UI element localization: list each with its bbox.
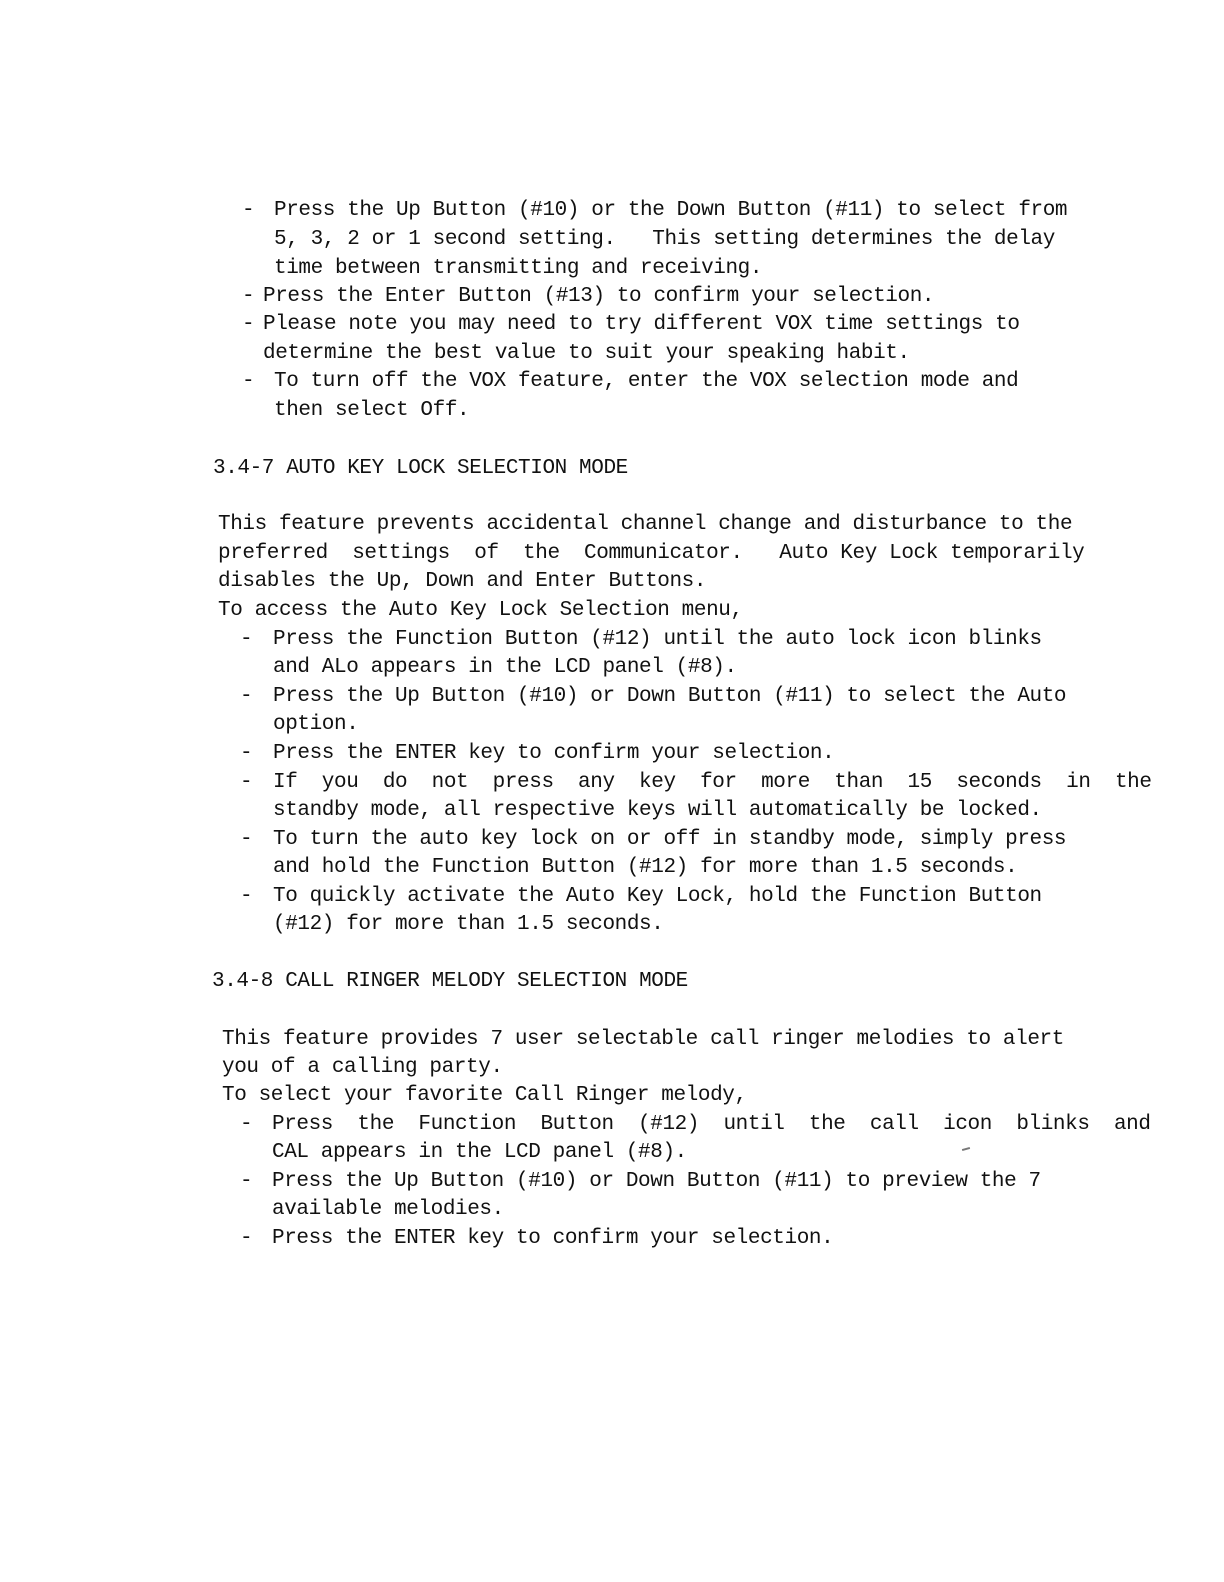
paragraph-line: you of a calling party. xyxy=(222,1056,503,1079)
list-bullet: - xyxy=(240,1113,253,1136)
list-bullet: - xyxy=(242,285,255,308)
list-bullet: - xyxy=(242,313,255,336)
list-item-line: Press the Enter Button (#13) to confirm your selection. xyxy=(263,285,935,308)
list-bullet: - xyxy=(240,742,253,765)
paragraph-line: This feature provides 7 user selectable call ringer melodies to alert xyxy=(222,1028,1064,1051)
list-item-line: option. xyxy=(273,713,359,736)
section-heading-call-ringer: 3.4-8 CALL RINGER MELODY SELECTION MODE xyxy=(212,970,688,993)
list-item-line: Press the ENTER key to confirm your selection. xyxy=(272,1227,834,1250)
paragraph-line: disables the Up, Down and Enter Buttons. xyxy=(218,570,707,593)
list-item-line: (#12) for more than 1.5 seconds. xyxy=(273,913,664,936)
list-item-line: CAL appears in the LCD panel (#8). xyxy=(272,1141,687,1164)
list-item-line: If you do not press any key for more than 15 seconds in the xyxy=(273,771,1152,794)
list-item-line: available melodies. xyxy=(272,1198,504,1221)
list-item-line: and hold the Function Button (#12) for more than 1.5 seconds. xyxy=(273,856,1018,879)
paragraph-line: To access the Auto Key Lock Selection menu, xyxy=(218,599,743,622)
list-bullet: - xyxy=(240,1170,253,1193)
list-item-line: then select Off. xyxy=(274,399,470,422)
list-item-line: determine the best value to suit your speaking habit. xyxy=(263,342,910,365)
section-heading-auto-key-lock: 3.4-7 AUTO KEY LOCK SELECTION MODE xyxy=(213,457,628,480)
paragraph-line: This feature prevents accidental channel change and disturbance to the xyxy=(218,513,1073,536)
scan-speck xyxy=(962,1147,970,1151)
list-item-line: To quickly activate the Auto Key Lock, hold the Function Button xyxy=(273,885,1042,908)
list-item-line: Press the Up Button (#10) or Down Button (#11) to preview the 7 xyxy=(272,1170,1041,1193)
list-bullet: - xyxy=(242,199,255,222)
list-bullet: - xyxy=(240,885,253,908)
paragraph-line: To select your favorite Call Ringer melody, xyxy=(222,1084,747,1107)
list-bullet: - xyxy=(240,771,253,794)
list-item-line: Please note you may need to try different VOX time settings to xyxy=(263,313,1020,336)
list-item-line: 5, 3, 2 or 1 second setting. This setting determines the delay xyxy=(274,228,1055,251)
list-item-line: To turn the auto key lock on or off in standby mode, simply press xyxy=(273,828,1067,851)
paragraph-line: preferred settings of the Communicator. Auto Key Lock temporarily xyxy=(218,542,1085,565)
list-item-line: Press the Function Button (#12) until the auto lock icon blinks xyxy=(273,628,1042,651)
list-item-line: time between transmitting and receiving. xyxy=(274,257,763,280)
list-item-line: Press the Up Button (#10) or Down Button (#11) to select the Auto xyxy=(273,685,1067,708)
list-bullet: - xyxy=(240,628,253,651)
list-item-line: and ALo appears in the LCD panel (#8). xyxy=(273,656,737,679)
list-item-line: Press the Up Button (#10) or the Down Button (#11) to select from xyxy=(274,199,1068,222)
list-bullet: - xyxy=(240,1227,253,1250)
list-bullet: - xyxy=(240,828,253,851)
list-bullet: - xyxy=(240,685,253,708)
list-item-line: Press the ENTER key to confirm your selection. xyxy=(273,742,835,765)
list-bullet: - xyxy=(242,370,255,393)
list-item-line: To turn off the VOX feature, enter the VOX selection mode and xyxy=(274,370,1019,393)
list-item-line: Press the Function Button (#12) until the call icon blinks and xyxy=(272,1113,1151,1136)
list-item-line: standby mode, all respective keys will automatically be locked. xyxy=(273,799,1042,822)
